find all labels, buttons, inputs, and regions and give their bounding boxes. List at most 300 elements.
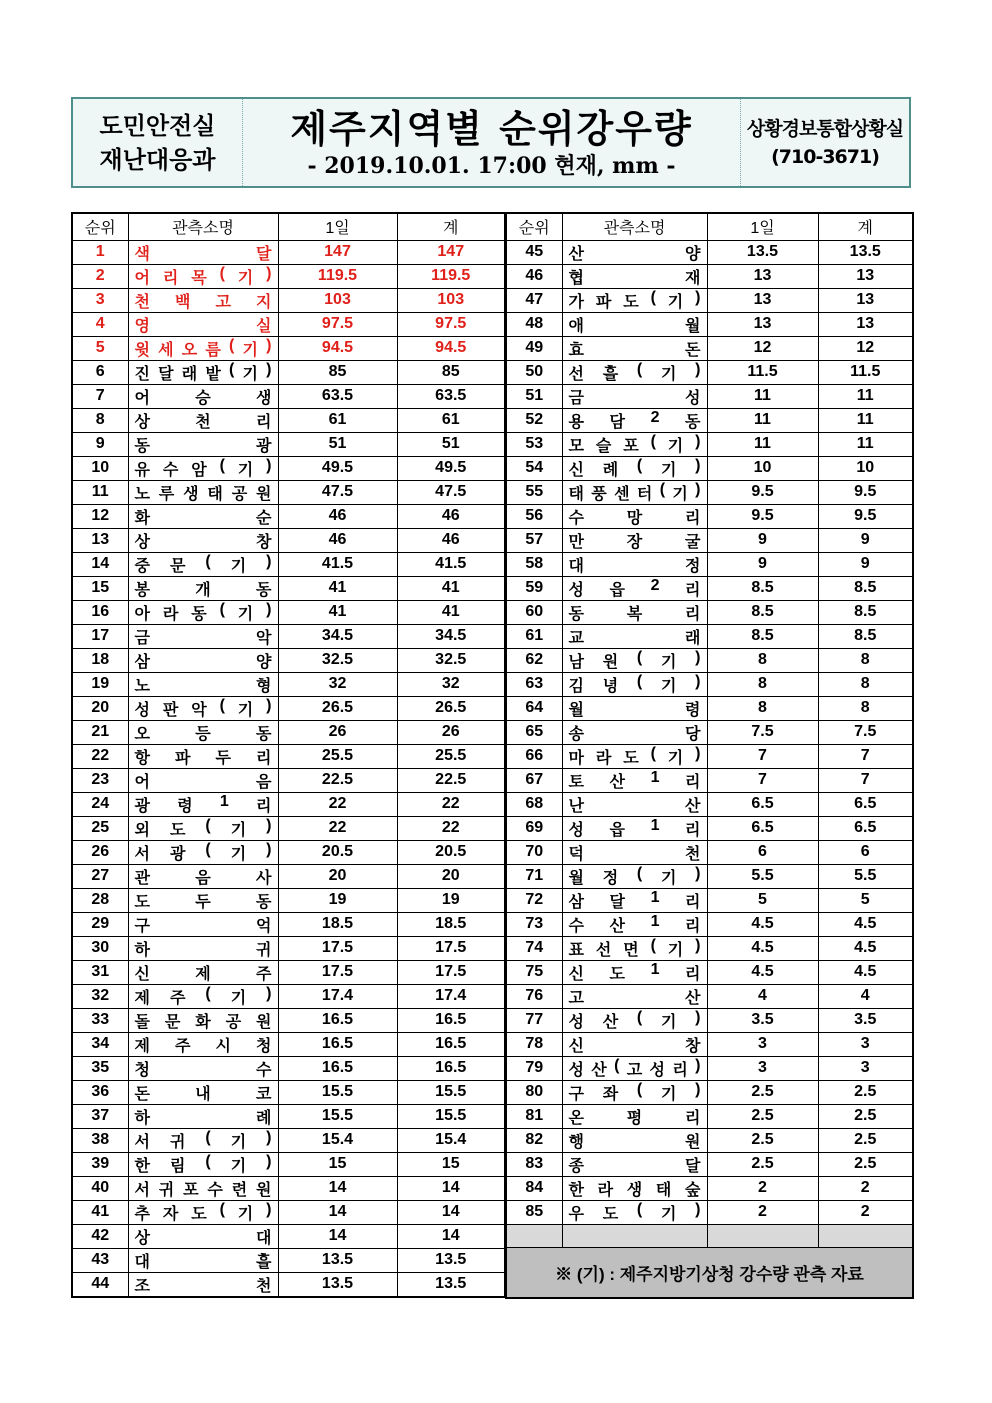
total-cell: 20.5	[397, 840, 505, 864]
empty-cell	[707, 1224, 818, 1248]
station-cell	[562, 432, 707, 456]
station-cell	[562, 360, 707, 384]
total-cell: 15.5	[397, 1080, 505, 1104]
total-cell: 14	[397, 1200, 505, 1224]
total-cell: 19	[397, 888, 505, 912]
station-name: 돈 내 코	[134, 1085, 272, 1103]
footnote: ※ (기) : 제주지방기상청 강수량 관측 자료	[506, 1248, 913, 1298]
rank-cell: 14	[72, 552, 128, 576]
day1-cell: 103	[278, 288, 397, 312]
station-name: 제 주 ( 기 )	[134, 984, 272, 1007]
total-cell: 85	[397, 360, 505, 384]
station-name: 아 라 동 ( 기 )	[134, 600, 272, 623]
station-name: 토 산 1 리	[568, 768, 701, 791]
table-row	[506, 360, 913, 384]
empty-cell	[506, 1224, 562, 1248]
rank-cell: 71	[506, 864, 562, 888]
table-row	[506, 240, 913, 264]
station-name: 한 림 ( 기 )	[134, 1152, 272, 1175]
station-name: 온 평 리	[568, 1109, 701, 1127]
table-row	[72, 1008, 505, 1032]
table-row	[506, 1200, 913, 1224]
rank-cell: 76	[506, 984, 562, 1008]
station-name: 천 백 고 지	[134, 293, 272, 311]
table-row	[72, 264, 505, 288]
day1-cell: 6	[707, 840, 818, 864]
station-name: 화 순	[134, 509, 272, 527]
station-name: 구 억	[134, 917, 272, 935]
rank-cell: 82	[506, 1128, 562, 1152]
rank-cell: 9	[72, 432, 128, 456]
day1-cell: 49.5	[278, 456, 397, 480]
station-name: 오 등 동	[134, 725, 272, 743]
day1-cell: 15	[278, 1152, 397, 1176]
station-cell	[562, 576, 707, 600]
station-name: 하 귀	[134, 941, 272, 959]
station-cell	[562, 1032, 707, 1056]
station-name: 외 도 ( 기 )	[134, 816, 272, 839]
station-cell	[562, 648, 707, 672]
day1-cell: 17.5	[278, 960, 397, 984]
table-row	[72, 672, 505, 696]
day1-cell: 17.5	[278, 936, 397, 960]
table-row	[506, 744, 913, 768]
station-name: 하 례	[134, 1109, 272, 1127]
rank-cell: 30	[72, 936, 128, 960]
station-name: 동 광	[134, 437, 272, 455]
rank-cell: 5	[72, 336, 128, 360]
title-box	[243, 99, 741, 186]
station-name: 금 성	[568, 389, 701, 407]
rank-cell: 68	[506, 792, 562, 816]
station-cell	[562, 408, 707, 432]
day1-cell: 34.5	[278, 624, 397, 648]
station-name: 표 선 면 ( 기 )	[568, 936, 701, 959]
table-row	[72, 1200, 505, 1224]
day1-cell: 13.5	[278, 1248, 397, 1272]
day1-cell: 13	[707, 312, 818, 336]
day1-cell: 11	[707, 384, 818, 408]
table-row	[72, 888, 505, 912]
total-cell: 41.5	[397, 552, 505, 576]
total-cell: 13	[818, 312, 913, 336]
table-row	[72, 432, 505, 456]
day1-cell: 8.5	[707, 624, 818, 648]
station-name: 송 당	[568, 725, 701, 743]
total-cell: 4.5	[818, 912, 913, 936]
total-cell: 46	[397, 528, 505, 552]
station-cell	[562, 1200, 707, 1224]
table-row	[506, 600, 913, 624]
table-row	[72, 288, 505, 312]
rank-cell: 34	[72, 1032, 128, 1056]
table-row	[506, 480, 913, 504]
table-row	[72, 480, 505, 504]
rank-cell: 3	[72, 288, 128, 312]
station-name: 김 녕 ( 기 )	[568, 672, 701, 695]
day1-cell: 22	[278, 792, 397, 816]
station-name: 중 문 ( 기 )	[134, 552, 272, 575]
total-cell: 18.5	[397, 912, 505, 936]
rank-cell: 51	[506, 384, 562, 408]
table-row	[72, 1272, 505, 1297]
table-row	[506, 720, 913, 744]
table-row	[506, 960, 913, 984]
day1-cell: 5	[707, 888, 818, 912]
total-cell: 15.4	[397, 1128, 505, 1152]
total-cell: 7	[818, 744, 913, 768]
station-cell	[562, 1104, 707, 1128]
total-cell: 20	[397, 864, 505, 888]
station-cell	[128, 960, 278, 984]
station-cell	[562, 792, 707, 816]
total-cell: 7	[818, 768, 913, 792]
day1-cell: 32	[278, 672, 397, 696]
rank-cell: 13	[72, 528, 128, 552]
day1-cell: 6.5	[707, 792, 818, 816]
table-row	[506, 1032, 913, 1056]
station-name: 도 두 동	[134, 893, 272, 911]
table-row	[72, 1032, 505, 1056]
day1-cell: 7.5	[707, 720, 818, 744]
total-cell: 7.5	[818, 720, 913, 744]
station-name: 상 대	[134, 1229, 272, 1247]
rank-cell: 59	[506, 576, 562, 600]
total-cell: 103	[397, 288, 505, 312]
total-cell: 16.5	[397, 1008, 505, 1032]
station-name: 색 달	[134, 245, 272, 263]
col-total: 계	[818, 213, 913, 240]
report-subtitle: - 2019.10.01. 17:00 현재, mm -	[307, 152, 676, 179]
table-row	[506, 912, 913, 936]
station-name: 상 창	[134, 533, 272, 551]
total-cell: 15	[397, 1152, 505, 1176]
station-cell	[128, 312, 278, 336]
table-row	[72, 384, 505, 408]
rank-cell: 44	[72, 1272, 128, 1297]
station-name: 신 례 ( 기 )	[568, 456, 701, 479]
total-cell: 13.5	[818, 240, 913, 264]
station-cell	[128, 1248, 278, 1272]
col-station: 관측소명	[128, 213, 278, 240]
day1-cell: 26.5	[278, 696, 397, 720]
rank-cell: 37	[72, 1104, 128, 1128]
department-line2: 재난대응과	[99, 145, 216, 174]
total-cell: 26	[397, 720, 505, 744]
station-cell	[128, 768, 278, 792]
station-cell	[128, 696, 278, 720]
station-cell	[128, 744, 278, 768]
rank-cell: 41	[72, 1200, 128, 1224]
station-name: 구 좌 ( 기 )	[568, 1080, 701, 1103]
day1-cell: 12	[707, 336, 818, 360]
station-name: 대 흘	[134, 1253, 272, 1271]
station-name: 월 정 ( 기 )	[568, 864, 701, 887]
report-title: 제주지역별 순위강우량	[290, 106, 693, 151]
total-cell: 8.5	[818, 576, 913, 600]
station-cell	[562, 600, 707, 624]
total-cell: 9	[818, 528, 913, 552]
table-row	[506, 768, 913, 792]
rank-cell: 25	[72, 816, 128, 840]
station-name: 모 슬 포 ( 기 )	[568, 432, 701, 455]
table-row	[72, 792, 505, 816]
day1-cell: 9	[707, 528, 818, 552]
table-row	[72, 912, 505, 936]
total-cell: 2.5	[818, 1104, 913, 1128]
station-cell	[128, 936, 278, 960]
station-cell	[128, 1152, 278, 1176]
day1-cell: 15.5	[278, 1104, 397, 1128]
rank-cell: 10	[72, 456, 128, 480]
rank-cell: 7	[72, 384, 128, 408]
total-cell: 8	[818, 672, 913, 696]
total-cell: 147	[397, 240, 505, 264]
station-name: 청 수	[134, 1061, 272, 1079]
rank-cell: 84	[506, 1176, 562, 1200]
station-name: 광 령 1 리	[134, 792, 272, 815]
total-cell: 47.5	[397, 480, 505, 504]
day1-cell: 85	[278, 360, 397, 384]
station-name: 선 흘 ( 기 )	[568, 360, 701, 383]
rank-cell: 72	[506, 888, 562, 912]
rainfall-table-left	[71, 212, 506, 1298]
station-cell	[128, 984, 278, 1008]
station-cell	[128, 1200, 278, 1224]
rank-cell: 46	[506, 264, 562, 288]
rank-cell: 54	[506, 456, 562, 480]
station-cell	[128, 552, 278, 576]
col-total: 계	[397, 213, 505, 240]
station-cell	[128, 264, 278, 288]
station-cell	[562, 264, 707, 288]
station-name: 수 산 1 리	[568, 912, 701, 935]
note-row	[506, 1248, 913, 1298]
total-cell: 63.5	[397, 384, 505, 408]
station-name: 추 자 도 ( 기 )	[134, 1200, 272, 1223]
station-cell	[562, 720, 707, 744]
table-row	[506, 672, 913, 696]
rank-cell: 1	[72, 240, 128, 264]
total-cell: 22	[397, 816, 505, 840]
total-cell: 4	[818, 984, 913, 1008]
total-cell: 32	[397, 672, 505, 696]
table-row	[506, 840, 913, 864]
day1-cell: 46	[278, 528, 397, 552]
station-cell	[128, 288, 278, 312]
rank-cell: 40	[72, 1176, 128, 1200]
total-cell: 46	[397, 504, 505, 528]
table-row	[506, 384, 913, 408]
total-cell: 8	[818, 648, 913, 672]
rank-cell: 50	[506, 360, 562, 384]
table-row	[72, 984, 505, 1008]
total-cell: 17.5	[397, 960, 505, 984]
station-cell	[128, 240, 278, 264]
day1-cell: 20	[278, 864, 397, 888]
rank-cell: 12	[72, 504, 128, 528]
table-row	[72, 336, 505, 360]
table-row	[506, 816, 913, 840]
rank-cell: 24	[72, 792, 128, 816]
col-rank: 순위	[72, 213, 128, 240]
station-cell	[562, 696, 707, 720]
station-cell	[562, 456, 707, 480]
table-row	[72, 744, 505, 768]
station-cell	[562, 1176, 707, 1200]
station-cell	[128, 1032, 278, 1056]
station-name: 어 리 목 ( 기 )	[134, 264, 272, 287]
day1-cell: 8.5	[707, 576, 818, 600]
rank-cell: 35	[72, 1056, 128, 1080]
rank-cell: 79	[506, 1056, 562, 1080]
total-cell: 14	[397, 1224, 505, 1248]
day1-cell: 94.5	[278, 336, 397, 360]
station-cell	[562, 936, 707, 960]
table-row	[506, 1008, 913, 1032]
total-cell: 9.5	[818, 504, 913, 528]
total-cell: 5	[818, 888, 913, 912]
total-cell: 17.5	[397, 936, 505, 960]
station-name: 동 복 리	[568, 605, 701, 623]
rank-cell: 15	[72, 576, 128, 600]
station-name: 제 주 시 청	[134, 1037, 272, 1055]
rank-cell: 62	[506, 648, 562, 672]
station-cell	[562, 864, 707, 888]
table-header-row	[506, 213, 913, 240]
day1-cell: 8	[707, 648, 818, 672]
total-cell: 17.4	[397, 984, 505, 1008]
rank-cell: 49	[506, 336, 562, 360]
rank-cell: 58	[506, 552, 562, 576]
station-name: 용 담 2 동	[568, 408, 701, 431]
total-cell: 2.5	[818, 1152, 913, 1176]
day1-cell: 16.5	[278, 1032, 397, 1056]
day1-cell: 13	[707, 264, 818, 288]
table-row	[506, 1176, 913, 1200]
total-cell: 10	[818, 456, 913, 480]
rank-cell: 63	[506, 672, 562, 696]
table-row	[506, 576, 913, 600]
rank-cell: 19	[72, 672, 128, 696]
rank-cell: 43	[72, 1248, 128, 1272]
day1-cell: 61	[278, 408, 397, 432]
total-cell: 3.5	[818, 1008, 913, 1032]
station-name: 협 재	[568, 269, 701, 287]
station-cell	[128, 432, 278, 456]
total-cell: 22	[397, 792, 505, 816]
station-name: 봉 개 동	[134, 581, 272, 599]
station-name: 조 천	[134, 1277, 272, 1295]
rank-cell: 26	[72, 840, 128, 864]
day1-cell: 7	[707, 744, 818, 768]
rank-cell: 11	[72, 480, 128, 504]
day1-cell: 97.5	[278, 312, 397, 336]
station-cell	[562, 912, 707, 936]
rank-cell: 73	[506, 912, 562, 936]
total-cell: 3	[818, 1032, 913, 1056]
day1-cell: 3	[707, 1056, 818, 1080]
table-row	[72, 1128, 505, 1152]
table-row	[72, 408, 505, 432]
station-cell	[562, 984, 707, 1008]
station-cell	[562, 384, 707, 408]
station-name: 유 수 암 ( 기 )	[134, 456, 272, 479]
table-row	[72, 576, 505, 600]
day1-cell: 2	[707, 1200, 818, 1224]
rank-cell: 70	[506, 840, 562, 864]
station-name: 한 라 생 태 숲	[568, 1181, 701, 1199]
station-cell	[128, 1224, 278, 1248]
station-name: 진 달 래 밭 ( 기 )	[134, 360, 272, 383]
day1-cell: 3	[707, 1032, 818, 1056]
total-cell: 9	[818, 552, 913, 576]
station-name: 수 망 리	[568, 509, 701, 527]
station-cell	[128, 360, 278, 384]
table-row	[72, 1104, 505, 1128]
station-name: 덕 천	[568, 845, 701, 863]
station-cell	[562, 768, 707, 792]
station-cell	[128, 792, 278, 816]
day1-cell: 2.5	[707, 1152, 818, 1176]
station-cell	[562, 288, 707, 312]
total-cell: 8.5	[818, 600, 913, 624]
rank-cell: 29	[72, 912, 128, 936]
rank-cell: 48	[506, 312, 562, 336]
table-row	[72, 504, 505, 528]
total-cell: 26.5	[397, 696, 505, 720]
total-cell: 16.5	[397, 1056, 505, 1080]
station-cell	[562, 528, 707, 552]
table-header-row	[72, 213, 505, 240]
rank-cell: 17	[72, 624, 128, 648]
rank-cell: 67	[506, 768, 562, 792]
day1-cell: 4.5	[707, 912, 818, 936]
table-row	[72, 552, 505, 576]
rank-cell: 39	[72, 1152, 128, 1176]
day1-cell: 16.5	[278, 1008, 397, 1032]
station-cell	[128, 576, 278, 600]
day1-cell: 11	[707, 408, 818, 432]
station-cell	[562, 1152, 707, 1176]
total-cell: 51	[397, 432, 505, 456]
total-cell: 6.5	[818, 792, 913, 816]
table-row	[72, 696, 505, 720]
station-name: 고 산	[568, 989, 701, 1007]
total-cell: 13.5	[397, 1248, 505, 1272]
table-row	[72, 360, 505, 384]
station-cell	[128, 816, 278, 840]
rank-cell: 20	[72, 696, 128, 720]
day1-cell: 6.5	[707, 816, 818, 840]
table-row	[506, 1104, 913, 1128]
station-cell	[128, 504, 278, 528]
day1-cell: 25.5	[278, 744, 397, 768]
rank-cell: 78	[506, 1032, 562, 1056]
day1-cell: 11.5	[707, 360, 818, 384]
table-row	[72, 840, 505, 864]
day1-cell: 22.5	[278, 768, 397, 792]
total-cell: 22.5	[397, 768, 505, 792]
col-station: 관측소명	[562, 213, 707, 240]
day1-cell: 15.4	[278, 1128, 397, 1152]
day1-cell: 2.5	[707, 1128, 818, 1152]
table-row	[506, 864, 913, 888]
station-name: 종 달	[568, 1157, 701, 1175]
table-row	[506, 504, 913, 528]
total-cell: 8.5	[818, 624, 913, 648]
station-cell	[562, 1080, 707, 1104]
